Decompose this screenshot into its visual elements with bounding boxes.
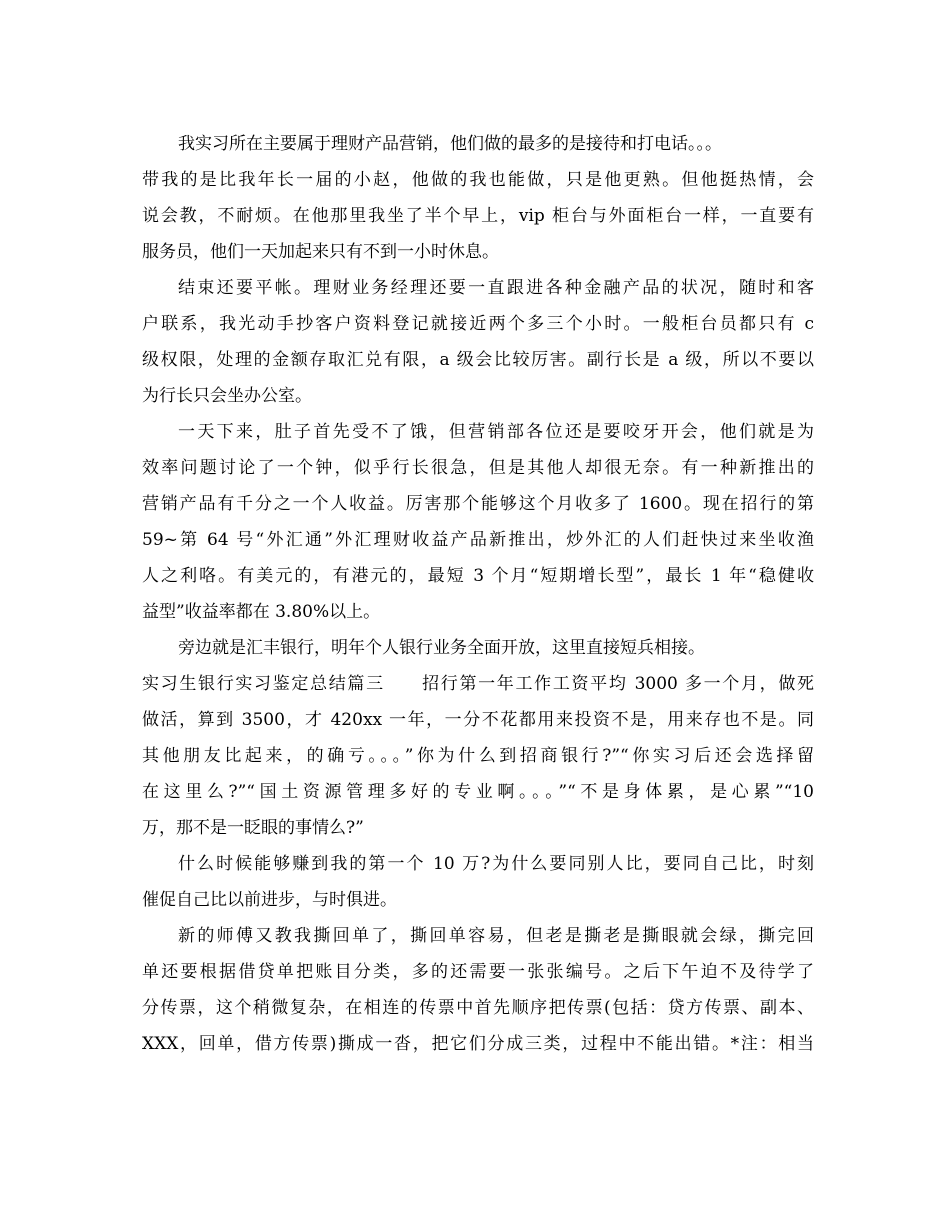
paragraph-1 (142, 126, 814, 270)
text-line: 营销产品有千分之一个人收益。厉害那个能够这个月收多了 1600。现在招行的第 (142, 494, 814, 514)
text-line: 人之利咯。有美元的，有港元的，最短 3 个月“短期增长型”，最长 1 年“稳健收 (142, 566, 814, 586)
text-line: 万，那不是一眨眼的事情么?” (142, 818, 364, 838)
text-line: 其他朋友比起来，的确亏。。。”你为什么到招商银行?”“你实习后还会选择留 (142, 746, 814, 766)
text-line: 户联系，我光动手抄客户资料登记就接近两个多三个小时。一般柜台员都只有 c (142, 314, 814, 334)
text-line: 单还要根据借贷单把账目分类，多的还需要一张张编号。之后下午迫不及待学了 (142, 962, 814, 982)
text-line: 为行长只会坐办公室。 (142, 386, 312, 406)
paragraph-6 (142, 846, 814, 918)
text-line: 旁边就是汇丰银行，明年个人银行业务全面开放，这里直接短兵相接。 (178, 638, 705, 658)
paragraph-3 (142, 414, 814, 630)
text-line: 催促自己比以前进步，与时俱进。 (142, 890, 397, 910)
text-line: 新的师傅又教我撕回单了，撕回单容易，但老是撕老是撕眼就会绿，撕完回 (178, 926, 814, 946)
text-line: 什么时候能够赚到我的第一个 10 万?为什么要同别人比，要同自己比，时刻 (178, 854, 814, 874)
text-line: 级权限，处理的金额存取汇兑有限，a 级会比较厉害。副行长是 a 级，所以不要以 (142, 350, 814, 370)
text-line: 59~第 64 号“外汇通”外汇理财收益产品新推出，炒外汇的人们赶快过来坐收渔 (142, 530, 814, 550)
text-line: 益型”收益率都在 3.80%以上。 (142, 602, 381, 622)
paragraph-7 (142, 918, 814, 1062)
text-line: 说会教，不耐烦。在他那里我坐了半个早上，vip 柜台与外面柜台一样，一直要有 (142, 206, 814, 226)
document-body (142, 126, 814, 1062)
text-line: 一天下来，肚子首先受不了饿，但营销部各位还是要咬牙开会，他们就是为 (178, 422, 814, 442)
paragraph-5 (142, 666, 814, 846)
text-line: XXX，回单，借方传票)撕成一沓，把它们分成三类，过程中不能出错。*注：相当 (142, 1034, 814, 1054)
text-line: 分传票，这个稍微复杂，在相连的传票中首先顺序把传票(包括：贷方传票、副本、 (142, 998, 814, 1018)
text-line: 在这里么?”“国土资源管理多好的专业啊。。。”“不是身体累，是心累”“10 (142, 782, 814, 802)
text-line: 我实习所在主要属于理财产品营销，他们做的最多的是接待和打电话。。。 (178, 134, 722, 154)
text-line: 结束还要平帐。理财业务经理还要一直跟进各种金融产品的状况，随时和客 (178, 278, 814, 298)
text-line: 做活，算到 3500，才 420xx 一年，一分不花都用来投资不是，用来存也不是。同 (142, 710, 814, 730)
text-line: 效率问题讨论了一个钟，似乎行长很急，但是其他人却很无奈。有一种新推出的 (142, 458, 814, 478)
text-line: 实习生银行实习鉴定总结篇三 招行第一年工作工资平均 3000 多一个月，做死 (142, 674, 814, 694)
paragraph-2 (142, 270, 814, 414)
text-line: 服务员，他们一天加起来只有不到一小时休息。 (142, 242, 499, 262)
text-line: 带我的是比我年长一届的小赵，他做的我也能做，只是他更熟。但他挺热情，会 (142, 170, 814, 190)
paragraph-4 (142, 630, 814, 666)
